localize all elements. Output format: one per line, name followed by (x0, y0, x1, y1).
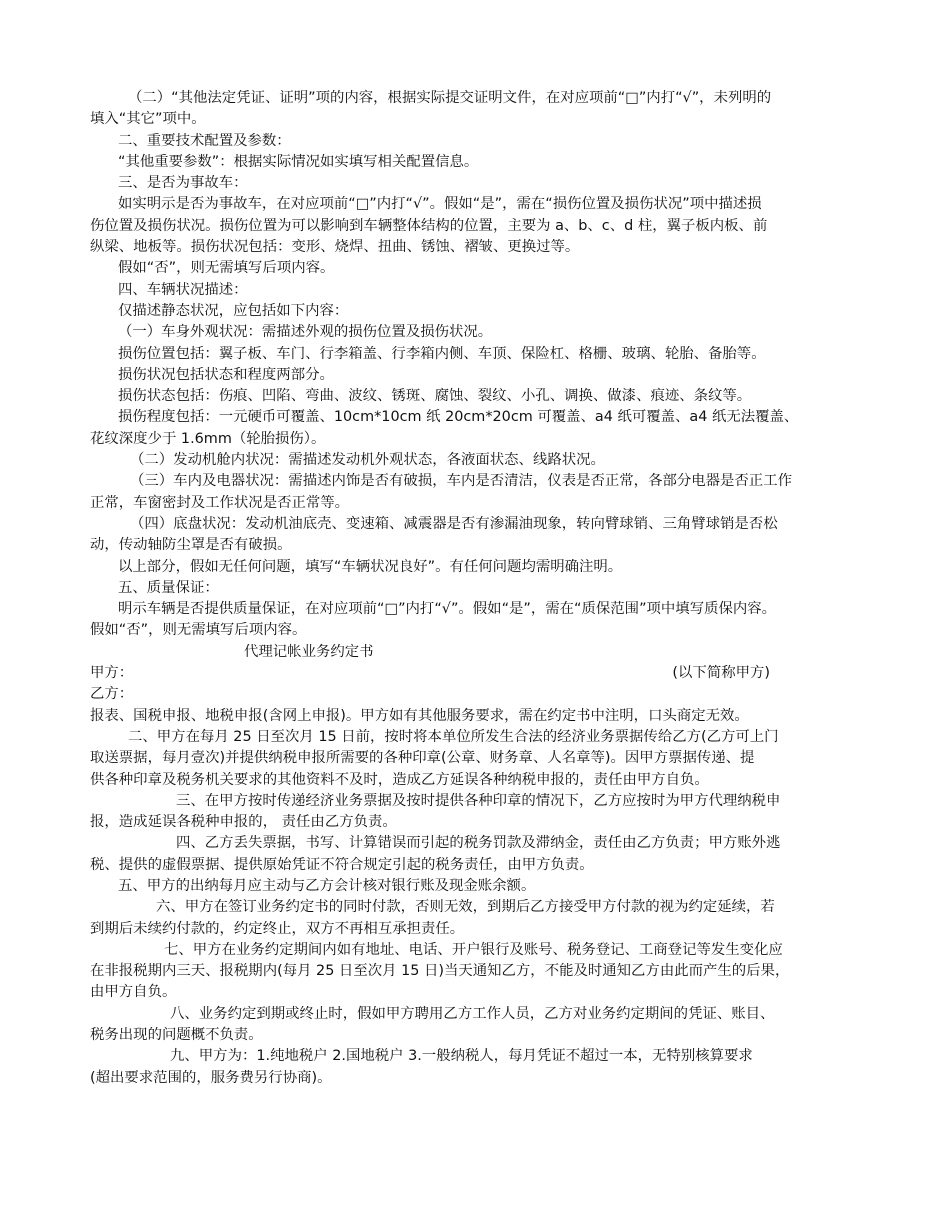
text-line: 假如“否”，则无需填写后项内容。 (90, 622, 307, 639)
text-line: (超出要求范围的，服务费另行协商)。 (90, 1069, 332, 1086)
text-line: 报表、国税申报、地税申报(含网上申报)。甲方如有其他服务要求，需在约定书中注明，口头商定无效。 (90, 707, 749, 724)
document-title: 代理记帐业务约定书 (244, 643, 374, 660)
text-line: 损伤状态包括：伤痕、凹陷、弯曲、波纹、锈斑、腐蚀、裂纹、小孔、调换、做漆、痕迹、条纹等。 (118, 388, 752, 405)
text-line: 伤位置及损伤状况。损伤位置为可以影响到车辆整体结构的位置，主要为 a、b、c、d 柱，翼子板内板、前 (90, 217, 768, 234)
section-heading: 四、车辆状况描述： (118, 281, 248, 298)
text-line: 正常，车窗密封及工作状况是否正常等。 (90, 494, 350, 511)
text-line: 损伤位置包括：翼子板、车门、行李箱盖、行李箱内侧、车顶、保险杠、格栅、玻璃、轮胎、备胎等。 (118, 345, 766, 362)
party-b-label: 乙方： (90, 686, 134, 703)
clause-line: 九、甲方为：1.纯地税户 2.国地税户 3.一般纳税人，每月凭证不超过一本，无特别核算要求 (170, 1048, 753, 1065)
text-line: （四）底盘状况：发动机油底壳、变速箱、减震器是否有渗漏油现象，转向臂球销、三角臂球销是否松 (130, 515, 778, 532)
text-line: 如实明示是否为事故车，在对应项前“□”内打“√”。假如“是”，需在“损伤位置及损伤状况”项中描述损 (118, 196, 762, 213)
clause-line: 三、在甲方按时传递经济业务票据及按时提供各种印章的情况下，乙方应按时为甲方代理纳税申 (176, 792, 781, 809)
clause-line: 七、甲方在业务约定期间内如有地址、电话、开户银行及账号、税务登记、工商登记等发生变化应 (164, 941, 783, 958)
section-heading: 三、是否为事故车： (118, 175, 248, 192)
text-line: 在非报税期内三天、报税期内(每月 25 日至次月 15 日)当天通知乙方，不能及时通知乙方由此而产生的后果， (90, 963, 790, 980)
text-line: 明示车辆是否提供质量保证，在对应项前“□”内打“√”。假如“是”，需在“质保范围”项中填写质保内容。 (118, 601, 777, 618)
party-a-abbrev: (以下简称甲方) (672, 665, 770, 682)
party-a-line (90, 663, 770, 684)
text-line: 仅描述静态状况，应包括如下内容： (118, 302, 349, 319)
text-line: 假如“否”，则无需填写后项内容。 (118, 260, 335, 277)
text-line: “其他重要参数”：根据实际情况如实填写相关配置信息。 (118, 153, 479, 170)
clause-line: 六、甲方在签订业务约定书的同时付款，否则无效，到期后乙方接受甲方付款的视为约定延续，若 (156, 899, 775, 916)
clause-line: 五、甲方的出纳每月应主动与乙方会计核对银行账及现金账余额。 (118, 877, 536, 894)
text-line: 到期后未续约付款的，约定终止，双方不再相互承担责任。 (90, 920, 465, 937)
clause-line: 四、乙方丢失票据，书写、计算错误而引起的税务罚款及滞纳金，责任由乙方负责；甲方账外逃 (176, 835, 781, 852)
text-line: （三）车内及电器状况：需描述内饰是否有破损，车内是否清洁，仪表是否正常，各部分电器是否正工作 (130, 473, 792, 490)
text-line: 税务出现的问题概不负责。 (90, 1027, 263, 1044)
text-line: 取送票据，每月壹次)并提供纳税申报所需要的各种印章(公章、财务章、人名章等)。因甲方票据传递、提 (90, 750, 755, 767)
text-line: 税、提供的虚假票据、提供原始凭证不符合规定引起的税务责任，由甲方负责。 (90, 856, 594, 873)
clause-line: 八、业务约定到期或终止时，假如甲方聘用乙方工作人员，乙方对业务约定期间的凭证、账目、 (170, 1005, 775, 1022)
text-line: 花纹深度少于 1.6mm（轮胎损伤）。 (90, 430, 326, 447)
document-page (90, 88, 870, 1089)
clause-line: 二、甲方在每月 25 日至次月 15 日前，按时将本单位所发生合法的经济业务票据传给乙方(乙方可上门 (128, 728, 779, 745)
text-line: 填入“其它”项中。 (90, 111, 206, 128)
text-line: 动，传动轴防尘罩是否有破损。 (90, 537, 292, 554)
text-line: 报，造成延误各税种申报的， 责任由乙方负责。 (90, 814, 397, 831)
text-line: （一）车身外观状况：需描述外观的损伤位置及损伤状况。 (118, 324, 493, 341)
section-heading: 五、质量保证： (118, 579, 219, 596)
text-line: （二）发动机舱内状况：需描述发动机外观状态，各液面状态、线路状况。 (130, 452, 605, 469)
text-line: 纵梁、地板等。损伤状况包括：变形、烧焊、扭曲、锈蚀、褶皱、更换过等。 (90, 239, 580, 256)
text-line: 损伤程度包括：一元硬币可覆盖、10cm*10cm 纸 20cm*20cm 可覆盖、a4 纸可覆盖、a4 纸无法覆盖、 (118, 409, 799, 426)
text-line: 由甲方自负。 (90, 984, 177, 1001)
text-line: 损伤状况包括状态和程度两部分。 (118, 366, 334, 383)
text-line: （二）“其他法定凭证、证明”项的内容，根据实际提交证明文件，在对应项前“□”内打“√”，未列明的 (128, 90, 772, 106)
section-heading: 二、重要技术配置及参数： (118, 132, 291, 149)
text-line: 供各种印章及税务机关要求的其他资料不及时，造成乙方延误各种纳税申报的，责任由甲方自负。 (90, 771, 709, 788)
text-line: 以上部分，假如无任何问题，填写“车辆状况良好”。有任何问题均需明确注明。 (118, 558, 623, 575)
party-a-label: 甲方： (90, 665, 134, 682)
